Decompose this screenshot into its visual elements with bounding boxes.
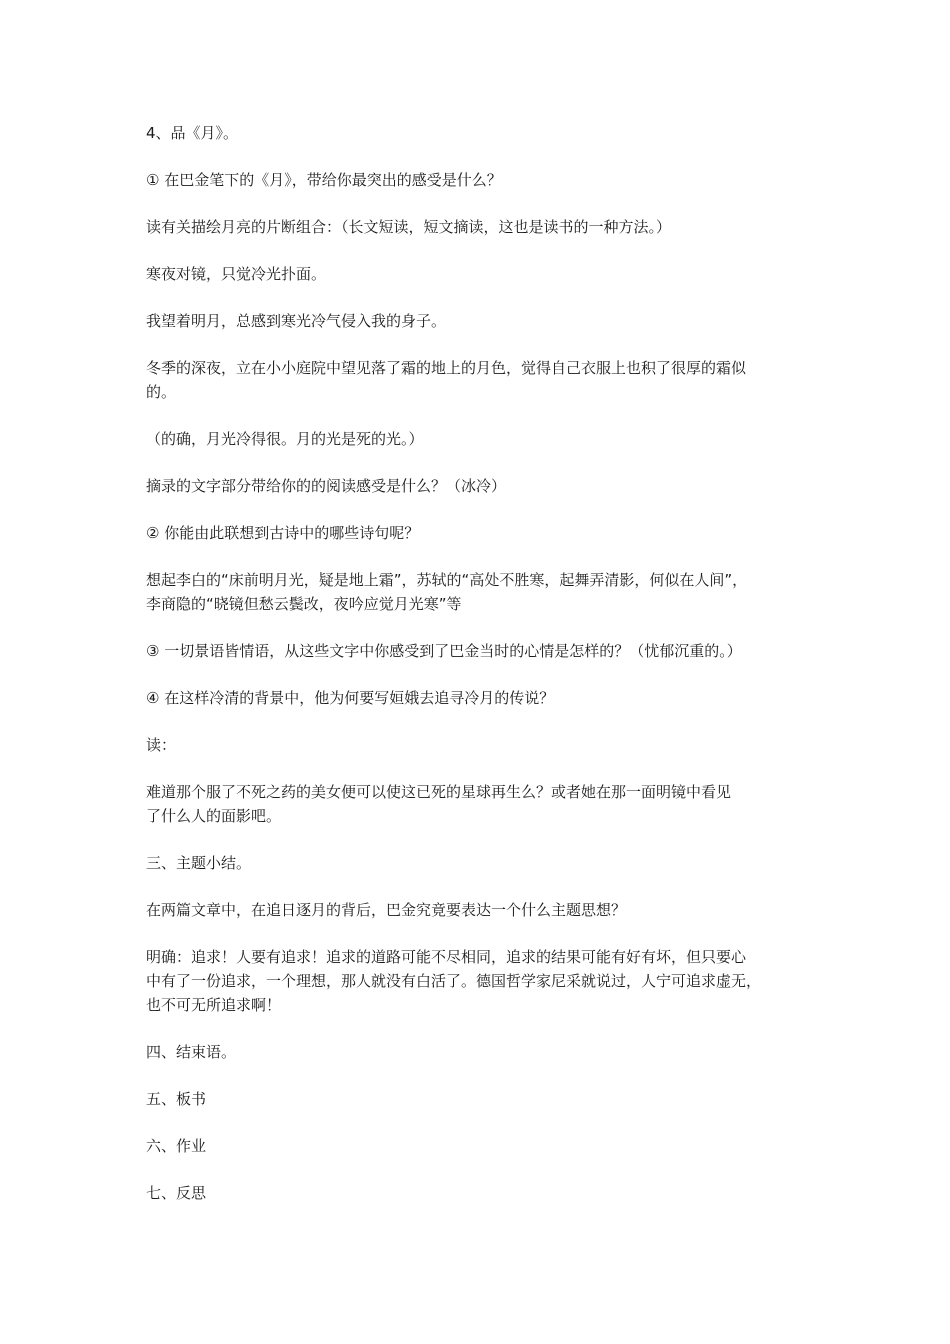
text-line: （的确，月光冷得很。月的光是死的光。）: [146, 430, 424, 448]
text-line: 七、反思: [146, 1184, 207, 1202]
paragraph: [146, 1181, 818, 1205]
text-line: 寒夜对镜，只觉冷光扑面。: [146, 265, 327, 283]
text-line: 了什么人的面影吧。: [146, 807, 282, 825]
text-line: 读：: [146, 736, 177, 754]
paragraph: [146, 945, 818, 1017]
paragraph: [146, 521, 818, 545]
text-line: 4、品《月》。: [146, 124, 239, 142]
text-line: 冬季的深夜，立在小小庭院中望见落了霜的地上的月色，觉得自己衣服上也积了很厚的霜似: [146, 359, 747, 377]
paragraph: [146, 356, 818, 404]
document-body: [146, 121, 818, 1228]
paragraph: [146, 262, 818, 286]
text-line: 四、结束语。: [146, 1043, 237, 1061]
text-line: 摘录的文字部分带给你的的阅读感受是什么？（冰冷）: [146, 477, 507, 495]
text-line: 难道那个服了不死之药的美女便可以使这已死的星球再生么？或者她在那一面明镜中看见: [146, 783, 732, 801]
paragraph: [146, 215, 818, 239]
text-line: ① 在巴金笔下的《月》，带给你最突出的感受是什么？: [146, 171, 502, 189]
paragraph: [146, 686, 818, 710]
text-line: 五、板书: [146, 1090, 207, 1108]
paragraph: [146, 1040, 818, 1064]
paragraph: [146, 474, 818, 498]
paragraph: [146, 780, 818, 828]
text-line: 三、主题小结。: [146, 854, 252, 872]
paragraph: [146, 1087, 818, 1111]
text-line: 李商隐的“晓镜但愁云鬓改，夜吟应觉月光寒”等: [146, 595, 462, 613]
paragraph: [146, 898, 818, 922]
text-line: 想起李白的“床前明月光，疑是地上霜”，苏轼的“高处不胜寒，起舞弄清影，何似在人间”，: [146, 571, 748, 589]
text-line: 读有关描绘月亮的片断组合：（长文短读，短文摘读，这也是读书的一种方法。）: [146, 218, 672, 236]
text-line: ③ 一切景语皆情语，从这些文字中你感受到了巴金当时的心情是怎样的？（忧郁沉重的。）: [146, 642, 742, 660]
paragraph: [146, 568, 818, 616]
text-line: 在两篇文章中，在追日逐月的背后，巴金究竟要表达一个什么主题思想？: [146, 901, 627, 919]
text-line: 中有了一份追求，一个理想，那人就没有白活了。德国哲学家尼采就说过，人宁可追求虚无，: [146, 972, 762, 990]
paragraph: [146, 639, 818, 663]
text-line: 六、作业: [146, 1137, 207, 1155]
paragraph: [146, 1134, 818, 1158]
text-line: ② 你能由此联想到古诗中的哪些诗句呢？: [146, 524, 420, 542]
text-line: 我望着明月，总感到寒光冷气侵入我的身子。: [146, 312, 447, 330]
paragraph: [146, 168, 818, 192]
paragraph: [146, 309, 818, 333]
text-line: 也不可无所追求啊！: [146, 996, 282, 1014]
paragraph: [146, 733, 818, 757]
paragraph: [146, 851, 818, 875]
paragraph: [146, 427, 818, 451]
text-line: 明确：追求！人要有追求！追求的道路可能不尽相同，追求的结果可能有好有坏，但只要心: [146, 948, 747, 966]
text-line: 的。: [146, 383, 177, 401]
paragraph: [146, 121, 818, 145]
text-line: ④ 在这样冷清的背景中，他为何要写姮娥去追寻冷月的传说？: [146, 689, 555, 707]
